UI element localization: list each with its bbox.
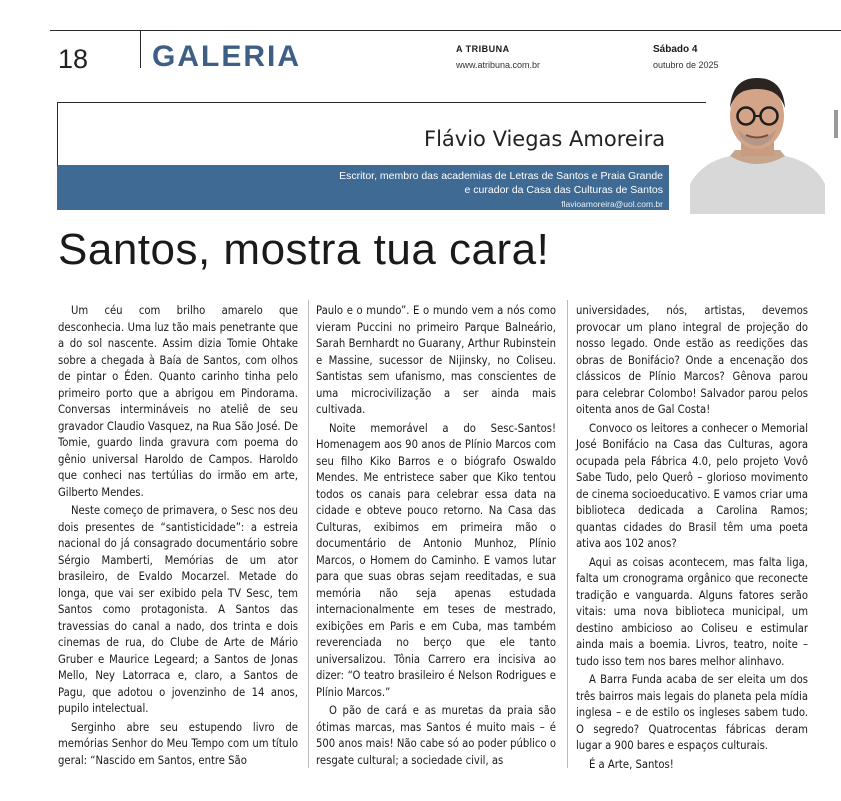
paragraph: Aqui as coisas acontecem, mas falta liga, falta um cronograma orgânico que reconecte tradição e vanguarda. Alguns fatores serão vitais: uma nova biblioteca municipal, um destino ambicioso ao Coliseu e estimular ainda mais a boemia. Livros, teatro, noite – tudo isso tem nos bares melhor alinhavo. [576,555,808,668]
article-column-2 [316,303,556,771]
publication-url: www.atribuna.com.br [456,60,541,70]
header-top-rule [50,30,841,31]
column-divider [567,300,568,768]
paragraph: A Barra Funda acaba de ser eleita um dos três bairros mais legais do planeta pela mídia inglesa – e de estilo os ingleses sabem tudo. O segredo? Quatrocentas fábricas deram lugar a 900 bares e espaços culturais. [576,673,808,752]
column-divider [308,300,309,768]
columnist-photo [690,72,825,214]
paragraph: O pão de cará e as muretas da praia são ótimas marcas, mas Santos é muito mais – é 500 anos mais! Não cabe só ao poder público o resgate cultural; a sociedade civil, as [316,704,556,767]
page-number: 18 [58,44,89,74]
paragraph: É a Arte, Santos! [589,757,674,771]
paragraph: universidades, nós, artistas, devemos provocar um plano integral de projeção do nosso legado. Onde estão as reedições das obras de Bonifácio? Onde a encenação dos clássicos de Plínio Marcos? Gênova parou para celebrar Colombo! Salvador parou pelos oitenta anos de Gal Costa! [576,304,808,416]
paragraph: Paulo e o mundo”. E o mundo vem a nós como vieram Puccini no primeiro Parque Balneário, Sarah Bernhardt no Guarany, Arthur Rubinstein e Massine, sucessor de Nijinsky, no Coliseu. Santistas sem ufanismo, mas conscientes de uma microcivilização a ser ainda mais cultivada. [316,304,556,416]
paragraph: Um céu com brilho amarelo que desconhecia. Uma luz tão mais penetrante que a do sol nascente. Assim dizia Tomie Ohtake sobre a chegada à Baía de Santos, com olhos de pintar o Éden. Quanto carinho tinha pelo primeiro porto que a abrigou em Pindorama. Conversas intermináveis no ateliê de seu gravador Claudio Vasquez, na Rua São José. De Tomie, guardo linda gravura com poema do gênio universal Haroldo de Campos. Haroldo que conheci nas tertúlias do irmão em arte, Gilberto Mendes. [58,304,298,499]
paragraph: Noite memorável a do Sesc-Santos! Homenagem aos 90 anos de Plínio Marcos com seu filho Kiko Barros e o biógrafo Oswaldo Mendes. Me entristece saber que Kiko tentou todos os canais para celebrar essa data na cidade e obteve pouco retorno. Na Casa das Culturas, exibimos em primeira mão o documentário de Antonio Munhoz, Plínio Marcos, o Homem do Caminho. E vamos lutar para que suas obras sejam reeditadas, e sua memória não seja apenas estudada internacionalmente em teses de mestrado, exibições em Paris e em Cuba, mas também reverenciada no berço que ele tanto universalizou. Tônia Carrero era incisiva ao dizer: “O teatro brasileiro é Nelson Rodrigues e Plínio Marcos.” [316,421,556,699]
publication-name: A TRIBUNA [456,44,510,54]
columnist-name: Flávio Viegas Amoreira [424,127,666,151]
paragraph: Neste começo de primavera, o Sesc nos deu dois presentes de “santisticidade”: a estreia nacional do já consagrado documentário sobre Sérgio Mamberti, Memórias de um ator brasileiro, de Evaldo Mocarzel. Metade do longa, que vai ser exibido pela TV Sesc, tem Santos como protagonista. A Santos das travessias do canal a nado, dos trinta e dois cinemas de rua, do Clube de Arte de Mário Gruber e Maurice Legeard; a Santos de Jonas Mello, Ney Latorraca e, claro, a Santos de Pagu, que adotou o jovenzinho de 14 anos, pupilo intelectual. [58,504,298,715]
columnist-box-rule [57,102,706,103]
columnist-bio-line2: e curador da Casa das Culturas de Santos [464,184,663,196]
issue-day: Sábado 4 [653,44,698,55]
columnist-bio-line1: Escritor, membro das academias de Letras de Santos e Praia Grande [339,170,663,182]
paragraph: Serginho abre seu estupendo livro de memórias Senhor do Meu Tempo com um título geral: “Nascido em Santos, entre São [58,720,298,767]
paragraph: Convoco os leitores a conhecer o Memorial José Bonifácio na Casa das Culturas, agora ocupada pela Fábrica 4.0, pelo projeto Vovô Sabe Tudo, pelo Querô – glorioso movimento de cinema socioeducativo. E vamos criar uma biblioteca dedicada a Carolina Ramos; quantas cidades do Brasil têm uma poeta ativa aos 102 anos? [576,421,808,550]
columnist-email: flavioamoreira@uol.com.br [561,199,663,209]
issue-month: outubro de 2025 [653,60,719,70]
header-divider [140,30,141,68]
article-headline: Santos, mostra tua cara! [58,225,550,274]
article-column-1 [58,303,298,771]
section-title: GALERIA [152,40,301,73]
page-edge-mark [834,110,838,138]
article-column-3 [576,303,808,775]
